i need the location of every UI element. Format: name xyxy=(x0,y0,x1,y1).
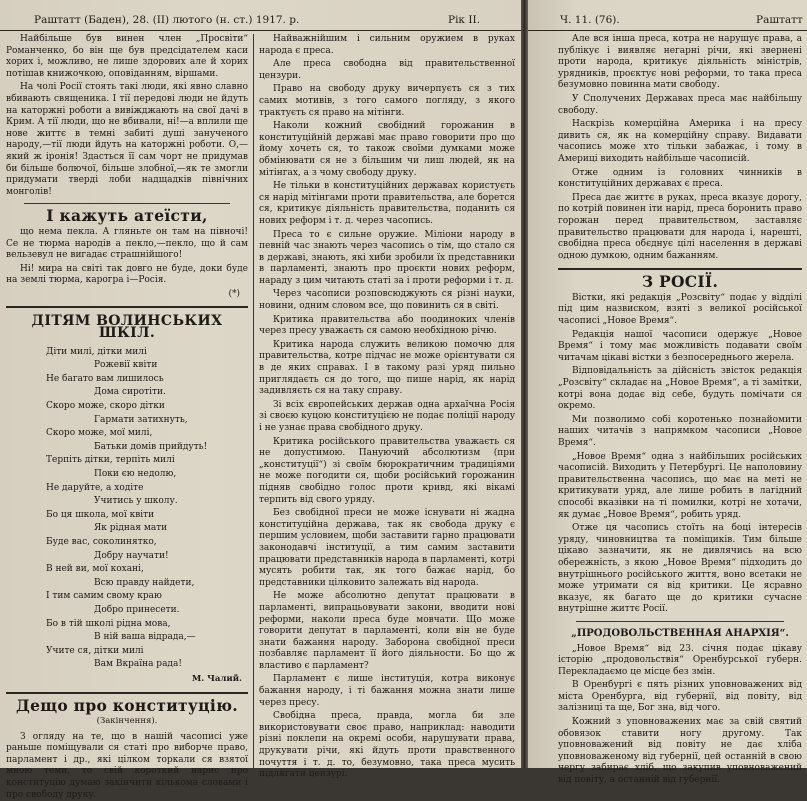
paragraph: „Новое Время“ одна з найбільших російських часописій. Виходить у Петербургі. Це наполовину правительственна часопись, що має на меті не критикувати уряд, але лише робить в лагідний способі вказівки на ті помилки, котрі не хотачи, як думає „Новое Время“, робить уряд. xyxy=(558,451,802,520)
paragraph: Зі всіх європейських держав одна архаїчна Росія зі своєю куцою конституцією не подає поліції народу і не узнає права свобідного друку. xyxy=(259,399,515,433)
paragraph: що нема пекла. А гляньте он там на півночі! Се не тюрма народів а пекло,—пекло, що й сам вельзевул не вигадає страшнійшого! xyxy=(6,226,248,261)
paragraph: Преса дає життє в рукаx, преса вказує дорогу, по котрій повинен іти нарід, преса боронить право горожан перед правительством, заставляє правительство працювати для народа і, нарешті, свобідна преса обєднує цілі населення в державі одною думкою, одним бажанням. xyxy=(558,192,802,261)
paragraph: Ні! мира на світі так довго не буде, доки буде на землі тюрма, карогра і—Росія. xyxy=(6,263,248,286)
paragraph: На чолі Росії стоять такі люди, які явно славно вбивають священика. І тії передові люди не йдуть на каторжні роботи а вивіжджають на свої дачі в Крим. А тії люди, що не вбивали, ні!—а вплили ще нове життє в темні забиті душі занученого народу,—тії люди йдуть на каторжні роботи. О,—який ж іронія! Здасться її сам чорт не придумав би більше болючої, більше злобної,—як те змогли придумати тверді лоби надщадків північних монголів! xyxy=(6,82,248,197)
paragraph: Редакція нашої часописи одержує „Новое Время“ і тому має можливість подавати своїм читачам цікаві вістки з безпосереднього жерела. xyxy=(558,329,802,363)
paragraph: Не можe абсолютно депутат працювати в парламенті, випрацьовувати закони, вводити нові реформи, наколи преса буде мовчати. Що може говорити депутат в парламенті, коли він не буде знати бажання народу. Заборона свобідної преси позбавляє парламент її його діяльности. Бо що ж властиво є парламент? xyxy=(259,591,515,671)
divider xyxy=(6,692,248,694)
paragraph: Преса то є сильне оружие. Міліони народу в певній час знають через часопись о тім, що стало ся в державі, знають, які хиби зробили їх представники в парламенті, знають про проєкти нових реформ, нараду з цим читають статі за і проти реформи і т. д. xyxy=(259,229,515,286)
poem-line: Учите ся, дітки милі xyxy=(46,645,144,656)
poem-author: М. Чалий. xyxy=(191,673,242,684)
article-title-atheists: І кажуть атеїсти, xyxy=(46,206,208,226)
page-header xyxy=(0,0,521,31)
poem-line: Всю правду найдети, xyxy=(94,577,195,588)
paragraph: Критика народа служить великою помочю для правительства, котре підчас не може орієнтувати ся в де яких справах. І в такому разі уряд пильно приглядаєть ся до того, що пише нарід, як нарід задивляєть ся на таку справу. xyxy=(259,339,515,397)
article-title-constitution: Дещо про конституцію. xyxy=(16,695,238,715)
poem-line: Скоро може, мої милі, xyxy=(46,428,153,439)
paragraph: Ми позволимо собі коротенько познайомити наших читачів з напрямком часописи „Новое Время“. xyxy=(558,414,802,448)
author-mark: (*) xyxy=(228,288,240,299)
right-page xyxy=(528,0,807,786)
poem-line: Дома сиротіти. xyxy=(94,387,166,398)
column-3 xyxy=(558,34,802,786)
column-rule xyxy=(253,34,254,768)
paragraph: Свобідна преса, правда, могла би зле використовувати своє право, наприклад: наводити різні поклепи на окремі особи, нарушувати права, друкувати річи, які йдуть проти правственного почуття і т. д. то, безумовно, така преса мусить підлягати цензурі. xyxy=(259,711,515,780)
paragraph: Без свобідної преси не може існувати ні жадна конституційна держава, так як свобода друку є першим условием, щоби заставити гарно працювати законодавчі інституції, а тим самим заставити працювати представників народа в парламенті, котрі мусять робити так, як того бажає нарід, бо представники цілковито залежать від народа. xyxy=(259,508,515,588)
paragraph: Але вся інша преса, котра не нарушує права, а публікує і виявляє негарні річи, які звернені проти народа, критикує діяльність міністрів, урядників, проєктує нові реформи, то така преса безумовно повинна мати свободу. xyxy=(558,34,802,91)
article-title-anarchy: „ПРОДОВОЛЬСТВЕННАЯ АНАРХІЯ“. xyxy=(571,627,789,639)
paragraph: З огляду на те, що в нашій часописі уже раньше поміщували ся статі про виборче право, парламент і др., які цілком торкали ся взятої мною теми, то свій короткий нарис про конституцію думаю закінчити кількома словами і про свободу друку. xyxy=(6,731,248,800)
column-1 xyxy=(6,34,248,800)
paragraph: Отже ця часопись стоїть на боці інтересів уряду, чиновництва та поміщиків. Тим більше цікаво зазначити, як не дивлячись на всю обережність, з якою „Новое Время“ підходить до внутрішнього російського життя, воно всетаки не може утримати ся від критики. Це ясрaвно вказує, як багато ще до критики сучасне внутрішне життє Росії. xyxy=(558,523,802,615)
paragraph: Парламент є лише інституція, котра виконує бажання народу, і ті бажання можна знати лише через пресу. xyxy=(259,674,515,708)
poem-line: В ней ви, мої кохані, xyxy=(46,564,144,575)
paragraph: Наколи кожний свобідний горожанин в конституційній державі має право говорити про що йому хочеть ся, то також своїми думками може обмінювати ся не з більшим чи лиш людей, як на мітінгах, а з чому свободу друку. xyxy=(259,121,515,178)
paragraph: Не тільки в конституційних державах користуєть ся нарід мітінгами проти правительства, але борется ся, критикує діяльність правительства, поданить ся новиx реформ і т. д. через часопись. xyxy=(259,181,515,226)
poem-line: Рожевії квіти xyxy=(94,360,158,371)
poem-line: Скоро може, скоро дітки xyxy=(46,401,165,412)
paragraph: Критика правительства або поодиноких членів через пресу уважаєть ся самою необхідною річю. xyxy=(259,314,515,337)
page-header xyxy=(528,0,807,31)
poem-line: І тим самим свому краю xyxy=(46,591,162,602)
section-title-russia: З РОСІЇ. xyxy=(641,272,719,292)
column-2 xyxy=(259,34,515,780)
paragraph: Найбільше був винен член „Просвіти“ Романченко, бо він ще був предсідателем каси хорих і, можливо, не лише здорових але й хорих потішав книжочкою, оповіданням, віршами. xyxy=(6,34,248,79)
paragraph: Критика російського правительства уважаєть ся не допустимою. Пануючий абсолютизм (при „конституції“) зі своїм бюрократичним традиціями не може погодити ся, щоби російський горожанин підняв свобідно голос проти кривд, які вікамі терпить від свого уряду. xyxy=(259,436,515,505)
poem xyxy=(6,346,248,672)
divider xyxy=(6,306,248,308)
poem-line: Буде вас, соколинятко, xyxy=(46,536,157,547)
paragraph: Вістки, які редакція „Розсвіту“ подає у відділі під цим назвиском, взяті з великої російської часописі „Новое Время“. xyxy=(558,292,802,327)
paragraph: Найважнійшим і сильним оружием в руках народа є преса. xyxy=(259,34,515,56)
poem-line: Як рідная мати xyxy=(94,523,168,534)
header-issue: Ч. 11. (76). xyxy=(560,14,620,26)
poem-line: Не багато вам лишилось xyxy=(46,373,164,384)
poem-line: Учитись у школу. xyxy=(94,496,178,507)
paragraph: В Оренбургі є пять різних уповноважених від міста Оренбурга, від губернії, від повіту, від залізниці та ще, Бог зна, від чого. xyxy=(558,680,802,714)
poem-line: Бо в тій школі рідна мова, xyxy=(46,618,171,629)
paragraph: Кожний з уповноважених має за свій святий обовязок ставити ногу другому. Так уповноважений від повіту не дає хліба уповноваженому від губернії, цей останній в свою чергу забирає хліб, що закупив уповноважений від повіту, а останній від губернії. xyxy=(558,717,802,786)
poem-line: Батьки домів прийдуть! xyxy=(94,441,208,452)
poem-line: Вам Вкраїна рада! xyxy=(94,659,182,670)
continuation-note: (Закінчення). xyxy=(96,716,158,727)
paragraph: Наскрізь комерційна Америка і на пресу дивить ся, як на комерційну справу. Видавати часопись може хто тільки забажає, і тому в Америці виходить найбільше часописій. xyxy=(558,119,802,164)
poem-line: В ній ваша відрада,— xyxy=(94,632,196,643)
poem-line: Терпіть дітки, терпіть милі xyxy=(46,455,175,466)
poem-title: ДІТЯМ ВОЛИНСЬКИХ ШКІЛ. xyxy=(31,313,223,342)
poem-line: Добру научати! xyxy=(94,550,169,561)
header-date: Раштатт (Баден), 28. (II) лютого (н. ст.) 1917. р. xyxy=(34,14,300,26)
book-gutter xyxy=(521,0,528,768)
header-place: Раштатт xyxy=(756,14,803,26)
poem-line: Гармати затихнуть, xyxy=(94,414,188,425)
divider xyxy=(576,621,784,622)
paragraph: Але преса свободна від правительственної цензури. xyxy=(259,59,515,81)
poem-line: Не даруйте, а ходіте xyxy=(46,482,144,493)
divider xyxy=(558,268,802,270)
poem-line: Діти милі, дітки милі xyxy=(46,346,147,357)
header-year: Рік II. xyxy=(448,14,480,26)
paragraph: У Сполучених Державах преса має найбільшу свободу. xyxy=(558,93,802,116)
paragraph: Право на свободу друку вичерпуєть ся з тих самих мотивів, з того самого погляду, з якого трактуєть ся право на мітінги. xyxy=(259,84,515,118)
paragraph: Отже одним із головних чинників в конституційних державах є преса. xyxy=(558,167,802,190)
paragraph: „Новое Время“ від 23. січня подає цікаву історію „продовольствія“ Оренбурської губерн. Перекладаємо це місце без змін. xyxy=(558,643,802,677)
paragraph: Відповідальність за дійсність звісток редакція „Розсвіту“ складає на „Новое Время“, а ті замітки, котрі вона додає від себе, будуть помічати ся окремо. xyxy=(558,366,802,412)
poem-line: Добро принесети. xyxy=(94,604,180,615)
divider xyxy=(24,203,230,204)
paragraph: Через часописи розповсюджують ся різні науки, новини, одним словом все, що повинить ся в світі. xyxy=(259,289,515,312)
poem-line: Поки єю недолю, xyxy=(94,469,177,479)
poem-line: Бо ця школа, мої квіти xyxy=(46,509,155,520)
